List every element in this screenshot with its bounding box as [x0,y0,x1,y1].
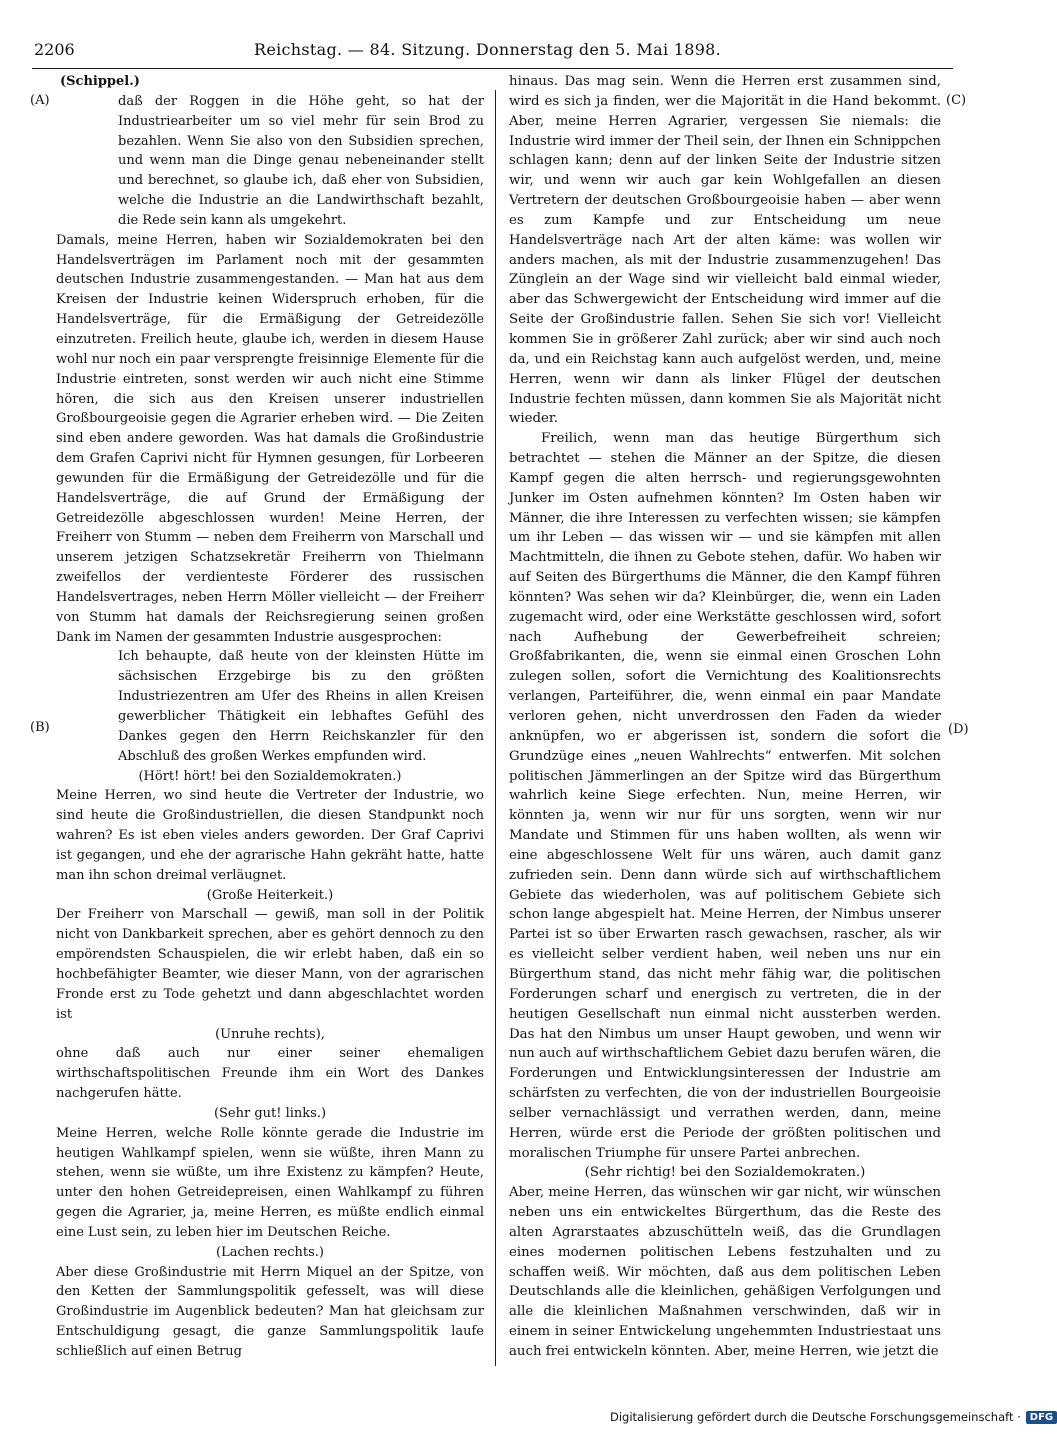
margin-mark-d: (D) [948,722,969,737]
interjection: (Sehr gut! links.) [213,1105,327,1121]
body-paragraph: Freilich, wenn man das heutige Bürgerthum sich betrachtet — stehen die Männer an der Spitze, die diesen Kampf gegen die alten herrsch- und regierungsgewohnten Junker im Osten aufnehmen könnten? Im Osten haben wir Männer, die ihre Interessen zu verfechten wissen; sie kämpfen um ihr Leben — das wissen wir — und sie kämpfen mit allen Machtmitteln, die ihnen zu Gebote stehen, dafür. Wo haben wir auf Seiten des Bürgerthums die Männer, die den Kampf führen könnten? Was sehen wir da? Kleinbürger, die, wenn ein Laden zugemacht wird, oder eine Werkstätte geschlossen wird, sofort nach Aufhebung der Gewerbefreiheit schreien; Großfabrikanten, die, wenn sie einmal einen Groschen Lohn zulegen sollen, sofort die Vernichtung des Koalitionsrechts verlangen, Parteiführer, die, wenn einmal ein paar Mandate verloren gehen, nicht unverdrossen den Faden da wieder anknüpfen, wo er abgerissen ist, sondern die sofort die Grundzüge eines „neuen Wahlrechts“ entwerfen. Mit solchen politischen Jämmerlingen an der Spitze wird das Bürgerthum wahrlich keine Siege erfechten. Nun, meine Herren, wir könnten ja, wenn wir nur für uns sorgten, wenn wir nur Mandate und Stimmen für uns haben wollten, als wenn wir eine abgeschlossene Welt für uns wären, auch damit ganz zufrieden sein. Denn dann würde sich auf wirthschaftlichem Gebiete das wiederholen, was auf politischem Gebiete sich schon lange abgespielt hat. Meine Herren, der Nimbus unserer Partei ist so über Erwarten rasch gewachsen, rascher, als wir es vielleicht selber verdient haben, weil neben uns nur ein Bürgerthum stand, das nicht mehr fähig war, die politischen Forderungen scharf und energisch zu vertreten, die in der heutigen Gesellschaft nun einmal nicht aussterben werden. Das hat den Nimbus um unser Haupt gewoben, und wenn wir nun auch auf wirthschaftlichem Gebiet dazu berufen wären, die Forderungen und Entwicklungsinteressen der Industrie am schärfsten zu verfechten, die von der industriellen Bourgeoisie selber vernachlässigt und verrathen werden, dann, meine Herren, würde erst die Periode der größten politischen und moralischen Triumphe für unsere Partei anbrechen. [509,431,941,1161]
interjection: (Sehr richtig! bei den Sozialdemokraten.) [584,1165,866,1181]
page-header [34,40,954,66]
interjection: (Hört! hört! bei den Sozialdemokraten.) [138,768,402,784]
body-paragraph: Meine Herren, wo sind heute die Vertreter der Industrie, wo sind heute die Großindustriellen, die diesen Standpunkt noch wahren? Es ist eben vieles anders geworden. Der Graf Caprivi ist gegangen, und ehe der agrarische Hahn gekräht hatte, hatte man ihn schon dreimal verläugnet. [56,788,484,883]
right-column [509,72,941,1362]
left-column [56,72,484,1362]
column-divider [495,90,496,1366]
body-paragraph: Aber, meine Herren, das wünschen wir gar nicht, wir wünschen neben uns ein entwickeltes Bürgerthum, das die Reste des alten Agrarstaates abzuschütteln weiß, das die Grundlagen eines modernen politischen Lebens festzuhalten und zu schaffen weiß. Wir möchten, daß aus dem politischen Leben Deutschlands alle die kleinlichen, gehäßigen Verfolgungen und alle die kleinlichen Maßnahmen verschwinden, daß wir in einem in seiner Entwickelung ungehemmten Industriestaat uns auch frei entwickeln könnten. Aber, meine Herren, wie jetzt die [509,1185,941,1359]
margin-mark-a: (A) [30,93,50,108]
header-rule [32,68,953,69]
page-footer [610,1410,1057,1424]
interjection: (Lachen rechts.) [216,1244,324,1260]
footer-credit: Digitalisierung gefördert durch die Deutsche Forschungsgemeinschaft · [610,1410,1021,1424]
body-paragraph: Aber diese Großindustrie mit Herrn Miquel an der Spitze, von den Ketten der Sammlungspolitik gefesselt, was will diese Großindustrie im Augenblick bedeuten? Man hat gleichsam zur Entschuldigung gesagt, die ganze Sammlungspolitik laufe schließlich auf einen Betrug [56,1264,484,1359]
page-number: 2206 [34,40,75,59]
quote-paragraph: daß der Roggen in die Höhe geht, so hat der Industriearbeiter um so viel mehr für sein Brod zu bezahlen. Wenn Sie also von den Subsidien sprechen, und wenn man die Dinge genau nebeneinander stellt und berechnet, so glaube ich, daß eher von Subsidien, welche die Industrie an die Landwirthschaft bezahlt, die Rede sein kann als umgekehrt. [118,93,484,228]
body-paragraph: Der Freiherr von Marschall — gewiß, man soll in der Politik nicht von Dankbarkeit sprechen, aber es gehört dennoch zu den empörendsten Schauspielen, die wir erlebt haben, daß ein so hochbefähigter Beamter, wie dieser Mann, von der agrarischen Fronde erst zu Tode gehetzt und dann abgeschlachtet worden ist [56,907,484,1022]
interjection: (Unruhe rechts), [215,1026,325,1042]
body-paragraph: hinaus. Das mag sein. Wenn die Herren erst zusammen sind, wird es sich ja finden, wer die Majorität in die Hand bekommt. Aber, meine Herren Agrarier, vergessen Sie niemals: die Industrie wird immer der Theil sein, der Ihnen ein Schnippchen schlagen kann; denn auf der linken Seite der Industrie sitzen wir, und wenn wir auch gar kein Wohlgefallen an diesen Vertretern der deutschen Großbourgeoisie haben — aber wenn es zum Kampfe und zur Entscheidung um neue Handelsverträge nach Art der alten käme: was wollen wir anders machen, als mit der Industrie zusammenzugehen! Das Zünglein an der Wage sind wir vielleicht bald einmal wieder, aber das Schwergewicht der Entscheidung wird immer auf die Seite der Großindustrie fallen. Sehen Sie sich vor! Vielleicht kommen Sie in größerer Zahl zurück; aber wir sind auch noch da, und ein Reichstag kann auch aufgelöst werden, und, meine Herren, wenn wir dann als linker Flügel der deutschen Industrie fechten müssen, dann kommen Sie als Majorität nicht wieder. [509,74,941,427]
body-paragraph: Meine Herren, welche Rolle könnte gerade die Industrie im heutigen Wahlkampf spielen, wenn sie wüßte, ihren Mann zu stehen, wenn sie wüßte, um ihre Existenz zu kämpfen? Heute, unter den hohen Getreidepreisen, einen Wahlkampf zu führen gegen die Agrarier, ja, meine Herren, es müßte endlich einmal eine Lust sein, zu leben hier im Deutschen Reiche. [56,1125,484,1240]
margin-mark-b: (B) [30,720,50,735]
body-paragraph: ohne daß auch nur einer seiner ehemaligen wirthschaftspolitischen Freunde ihm ein Wort des Dankes nachgerufen hätte. [56,1046,484,1102]
quote-paragraph: Ich behaupte, daß heute von der kleinsten Hütte im sächsischen Erzgebirge bis zu den größten Industriezentren am Ufer des Rheins in allen Kreisen gewerblicher Thätigkeit ein lebhaftes Gefühl des Dankes gegen den Herrn Reichskanzler für den Abschluß des großen Werkes empfunden wird. [118,649,484,764]
dfg-logo: DFG [1026,1411,1057,1424]
interjection: (Große Heiterkeit.) [206,887,334,903]
speaker-name: (Schippel.) [60,74,140,89]
running-head: Reichstag. — 84. Sitzung. Donnerstag den 5. Mai 1898. [254,40,722,59]
body-paragraph: Damals, meine Herren, haben wir Sozialdemokraten bei den Handelsverträgen im Parlament noch mit der gesammten deutschen Industrie zusammengestanden. — Man hat aus dem Kreisen der Industrie keinen Widerspruch erhoben, für die Handelsverträge, für die Ermäßigung der Getreidezölle einzutreten. Freilich heute, glaube ich, werden in diesem Hause wohl nur noch ein paar versprengte freisinnige Elemente für die Industrie eintreten, sonst werden wir auch nicht eine Stimme hören, die sich aus den Kreisen unserer industriellen Großbourgeoisie gegen die Agrarier erheben wird. — Die Zeiten sind eben andere geworden. Was hat damals die Großindustrie dem Grafen Caprivi nicht für Hymnen gesungen, für Lorbeeren gewunden für die Ermäßigung der Getreidezölle und für die Handelsverträge, die auf Grund der Ermäßigung der Getreidezölle abgeschlossen wurden! Meine Herren, der Freiherr von Stumm — neben dem Freiherrn von Marschall und unserem jetzigen Schatzsekretär Freiherrn von Thielmann zweifellos der verdienteste Förderer des russischen Handelsvertrages, neben Herrn Möller vielleicht — der Freiherr von Stumm hat damals der Reichsregierung seinen großen Dank im Namen der gesammten Industrie ausgesprochen: [56,232,484,645]
margin-mark-c: (C) [946,93,967,108]
